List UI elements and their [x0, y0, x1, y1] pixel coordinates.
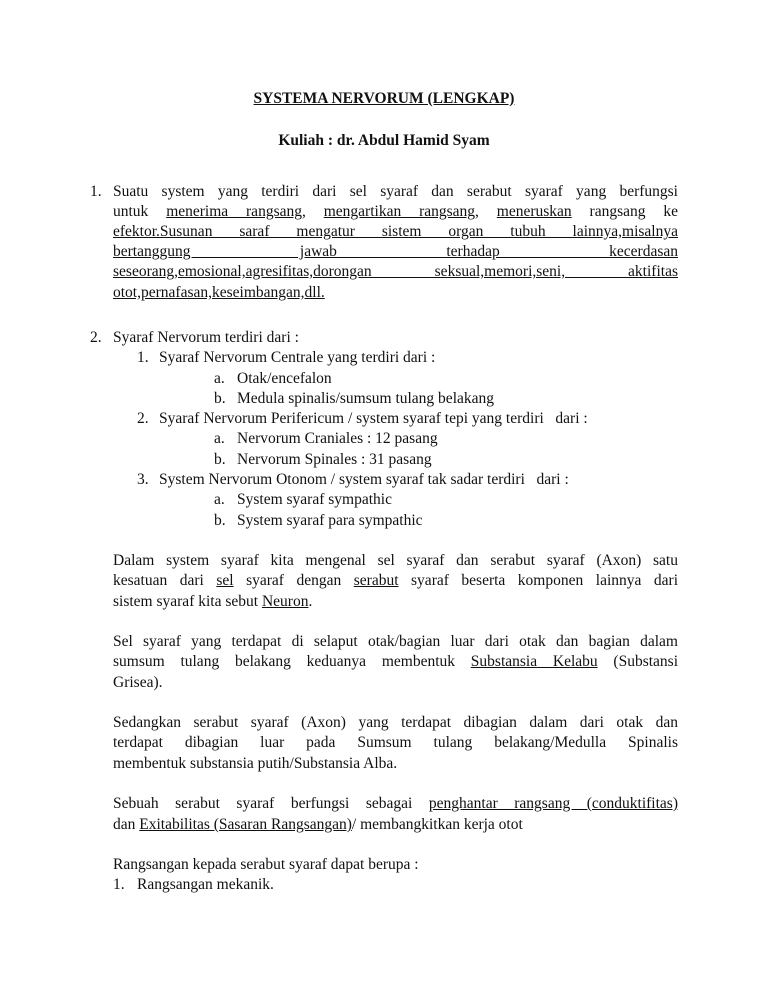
term-penghantar-rangsang: penghantar rangsang (conduktifitas)	[428, 795, 678, 812]
term-mengartikan-rangsang: mengartikan rangsang	[323, 203, 476, 220]
section-1-line-4: bertanggung jawab terhadap kecerdasan	[113, 243, 678, 260]
section-1-line-1: Suatu system yang terdiri dari sel syaraf dan serabut syaraf yang berfungsi	[113, 183, 678, 200]
sub-1-text: Syaraf Nervorum Centrale yang terdiri dari :	[159, 349, 436, 366]
section-1-line-6: otot,pernafasan,keseimbangan,dll.	[113, 284, 325, 301]
term-sel: sel	[216, 572, 234, 589]
sub-2-text: Syaraf Nervorum Perifericum / system syaraf tepi yang terdiri dari :	[159, 410, 588, 427]
para-1-line-3: sistem syaraf kita sebut Neuron.	[113, 593, 313, 610]
sub-3-number: 3.	[137, 471, 149, 488]
sub-3-item-b-text: System syaraf para sympathic	[237, 512, 423, 529]
para-3-line-3: membentuk substansia putih/Substansia Alba.	[113, 755, 398, 772]
sub-1-item-a-letter: a.	[214, 370, 225, 387]
section-2-heading: Syaraf Nervorum terdiri dari :	[113, 329, 299, 346]
sub-1-item-a-text: Otak/encefalon	[237, 370, 332, 387]
sub-3-item-a-letter: a.	[214, 491, 225, 508]
para-4-line-1: Sebuah serabut syaraf berfungsi sebagai penghantar rangsang (conduktifitas)	[113, 795, 678, 812]
para-2-line-2: sumsum tulang belakang keduanya membentuk Substansia Kelabu (Substansi	[113, 653, 678, 670]
para-1-line-1: Dalam system syaraf kita mengenal sel syaraf dan serabut syaraf (Axon) satu	[113, 552, 678, 569]
section-1-line-2: untuk menerima rangsang, mengartikan rangsang, meneruskan rangsang ke	[113, 203, 678, 220]
term-serabut: serabut	[353, 572, 399, 589]
sub-1-item-b-text: Medula spinalis/sumsum tulang belakang	[237, 390, 495, 407]
para-2-line-1: Sel syaraf yang terdapat di selaput otak/bagian luar dari otak dan bagian dalam	[113, 633, 678, 650]
para-3-line-2: terdapat dibagian luar pada Sumsum tulang belakang/Medulla Spinalis	[113, 734, 678, 751]
para-5-item-1-number: 1.	[113, 876, 125, 893]
sub-3-item-a-text: System syaraf sympathic	[237, 491, 392, 508]
section-1-line-5: seseorang,emosional,agresifitas,dorongan seksual,memori,seni, aktifitas	[113, 263, 678, 280]
section-1-number: 1.	[90, 183, 102, 200]
term-exitabilitas: Exitabilitas (Sasaran Rangsangan)	[139, 816, 352, 833]
para-3-line-1: Sedangkan serabut syaraf (Axon) yang terdapat dibagian dalam dari otak dan	[113, 714, 678, 731]
term-meneruskan: meneruskan	[496, 203, 572, 220]
lecturer-subtitle: Kuliah : dr. Abdul Hamid Syam	[278, 132, 490, 149]
term-neuron: Neuron	[261, 593, 309, 610]
sub-2-item-a-letter: a.	[214, 430, 225, 447]
para-1-line-2: kesatuan dari sel syaraf dengan serabut syaraf beserta komponen lainnya dari	[113, 572, 678, 589]
para-5-line-1: Rangsangan kepada serabut syaraf dapat berupa :	[113, 856, 419, 873]
section-2-number: 2.	[90, 329, 102, 346]
sub-2-item-b-letter: b.	[214, 451, 226, 468]
para-5-item-1-text: Rangsangan mekanik.	[137, 876, 274, 893]
term-menerima-rangsang: menerima rangsang	[166, 203, 302, 220]
sub-3-item-b-letter: b.	[214, 512, 226, 529]
sub-1-number: 1.	[137, 349, 149, 366]
para-2-line-3: Grisea).	[113, 674, 163, 691]
sub-1-item-b-letter: b.	[214, 390, 226, 407]
para-4-line-2: dan Exitabilitas (Sasaran Rangsangan)/ membangkitkan kerja otot	[113, 816, 523, 833]
page-title: SYSTEMA NERVORUM (LENGKAP)	[253, 90, 515, 107]
section-1-line-3: efektor.Susunan saraf mengatur sistem organ tubuh lainnya,misalnya	[113, 223, 678, 240]
sub-2-number: 2.	[137, 410, 149, 427]
sub-3-text: System Nervorum Otonom / system syaraf tak sadar terdiri dari :	[159, 471, 569, 488]
sub-2-item-a-text: Nervorum Craniales : 12 pasang	[237, 430, 438, 447]
term-substansia-kelabu: Substansia Kelabu	[470, 653, 598, 670]
sub-2-item-b-text: Nervorum Spinales : 31 pasang	[237, 451, 432, 468]
